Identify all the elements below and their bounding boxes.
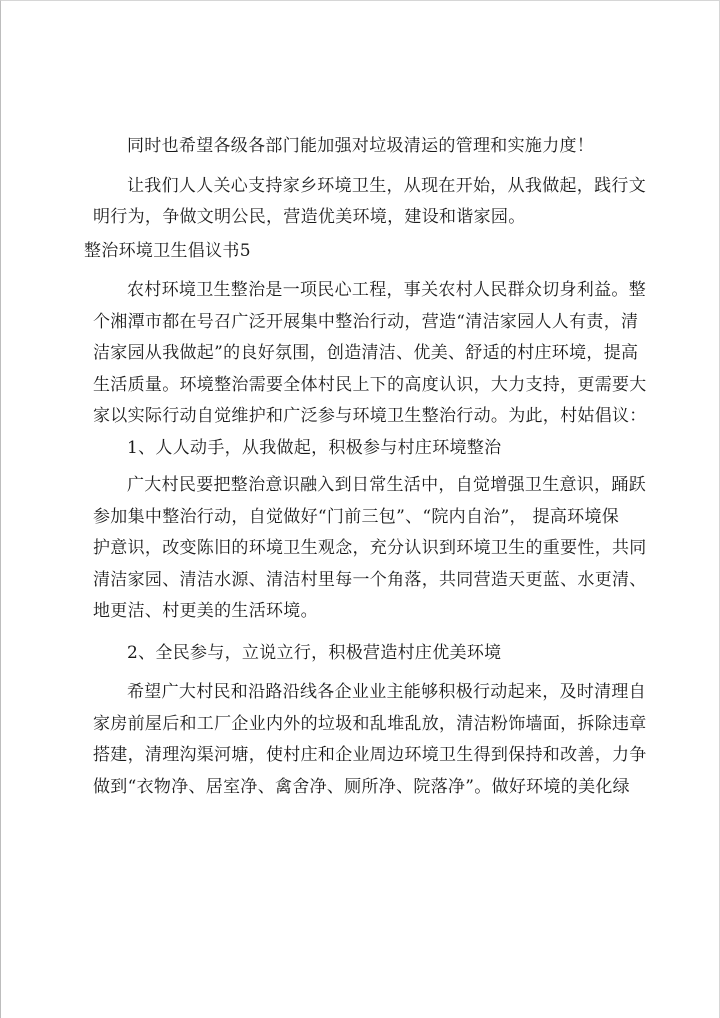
text-line: 让我们人人关心支持家乡环境卫生，从现在开始，从我做起，践行文 [127,175,646,196]
text-line: 希望广大村民和沿路沿线各企业业主能够积极行动起来，及时清理自 [127,682,646,702]
text-line: 农村环境卫生整治是一项民心工程，事关农村人民群众切身利益。整 [127,280,646,300]
text-line: 家房前屋后和工厂企业内外的垃圾和乱堆乱放，清洁粉饰墙面，拆除违章 [93,713,647,734]
document-body [84,131,661,803]
text-line: 护意识，改变陈旧的环境卫生观念，充分认识到环境卫生的重要性，共同 [93,538,647,558]
text-line: 广大村民要把整治意识融入到日常生活中，自觉增强卫生意识，踊跃 [127,475,646,495]
text-line: 洁家园从我做起”的良好氛围，创造清洁、优美、舒适的村庄环境，提高 [93,343,639,363]
text-line: 同时也希望各级各部门能加强对垃圾清运的管理和实施力度！ [127,136,595,156]
text-line: 个湘潭市都在号召广泛开展集中整治行动，营造“清洁家园人人有责，清 [93,311,639,332]
list-item-heading: 1、人人动手，从我做起，积极参与村庄环境整治 [127,437,502,458]
list-item-heading: 2、全民参与，立说立行，积极营造村庄优美环境 [127,642,502,663]
text-line: 搭建，清理沟渠河塘，使村庄和企业周边环境卫生得到保持和改善，力争 [93,745,647,765]
text-line: 生活质量。环境整治需要全体村民上下的高度认识，大力支持，更需要大 [93,374,647,395]
section-heading: 整治环境卫生倡议书5 [84,240,251,261]
text-line: 清洁家园、清洁水源、清洁村里每一个角落，共同营造天更蓝、水更清、 [93,569,647,590]
text-line: 做到“衣物净、居室净、禽舍净、厕所净、院落净”。做好环境的美化绿 [93,776,630,797]
text-line: 家以实际行动自觉维护和广泛参与环境卫生整治行动。为此，村姑倡议： [93,406,647,426]
text-line: 地更洁、村更美的生活环境。 [93,601,318,621]
text-line: 明行为，争做文明公民，营造优美环境，建设和谐家园。 [93,207,526,227]
text-line: 参加集中整治行动，自觉做好“门前三包”、“院内自治”， 提高环境保 [93,506,620,527]
